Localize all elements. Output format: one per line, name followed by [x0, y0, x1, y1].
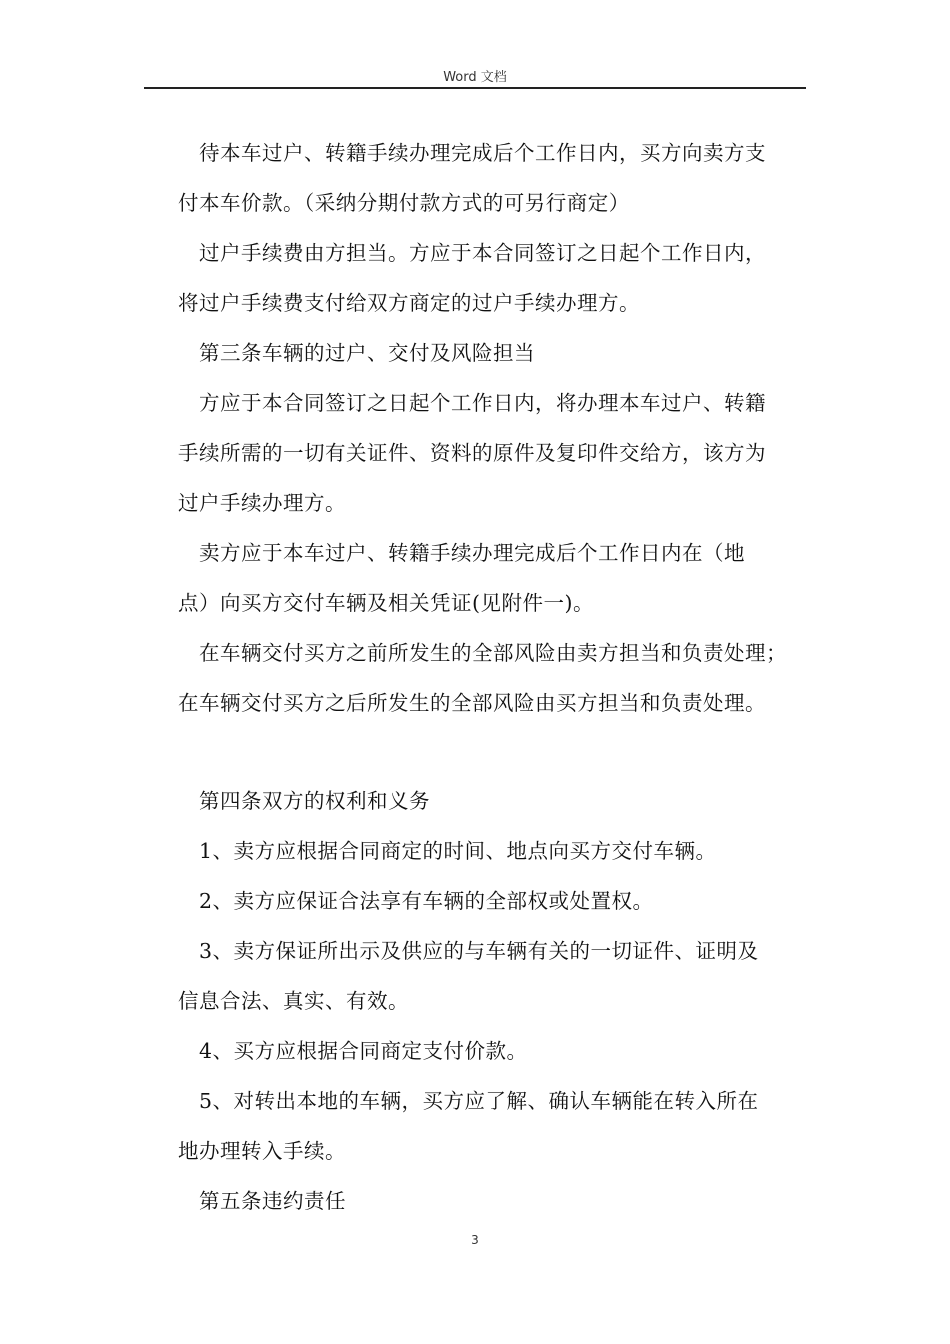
header-rule	[144, 87, 806, 89]
list-item: 5、对转出本地的车辆，买方应了解、确认车辆能在转入所在	[199, 1089, 759, 1113]
text-line: 在车辆交付买方之后所发生的全部风险由买方担当和负责处理。	[178, 691, 766, 715]
text-line: 点）向买方交付车辆及相关凭证(见附件一)。	[178, 591, 594, 615]
text-line: 地办理转入手续。	[178, 1139, 346, 1163]
text-line: 手续所需的一切有关证件、资料的原件及复印件交给方，该方为	[178, 441, 766, 465]
text-line: 过户手续办理方。	[178, 491, 346, 515]
section-heading: 第四条双方的权利和义务	[199, 789, 430, 813]
text-line: 在车辆交付买方之前所发生的全部风险由卖方担当和负责处理；	[199, 641, 787, 665]
text-line: 付本车价款。（采纳分期付款方式的可另行商定）	[178, 191, 630, 215]
page-number: 3	[471, 1233, 479, 1247]
header-title: Word 文档	[443, 70, 507, 85]
text-line: 卖方应于本车过户、转籍手续办理完成后个工作日内在（地	[199, 541, 745, 565]
list-item: 4、买方应根据合同商定支付价款。	[199, 1039, 528, 1063]
section-heading: 第五条违约责任	[199, 1189, 346, 1213]
text-line: 待本车过户、转籍手续办理完成后个工作日内，买方向卖方支	[199, 141, 766, 165]
section-heading: 第三条车辆的过户、交付及风险担当	[199, 341, 535, 365]
text-line: 信息合法、真实、有效。	[178, 989, 409, 1013]
text-line: 方应于本合同签订之日起个工作日内，将办理本车过户、转籍	[199, 391, 766, 415]
text-line: 将过户手续费支付给双方商定的过户手续办理方。	[178, 291, 640, 315]
text-line: 过户手续费由方担当。方应于本合同签订之日起个工作日内，	[199, 241, 766, 265]
list-item: 1、卖方应根据合同商定的时间、地点向买方交付车辆。	[199, 839, 717, 863]
list-item: 2、卖方应保证合法享有车辆的全部权或处置权。	[199, 889, 654, 913]
list-item: 3、卖方保证所出示及供应的与车辆有关的一切证件、证明及	[199, 939, 759, 963]
